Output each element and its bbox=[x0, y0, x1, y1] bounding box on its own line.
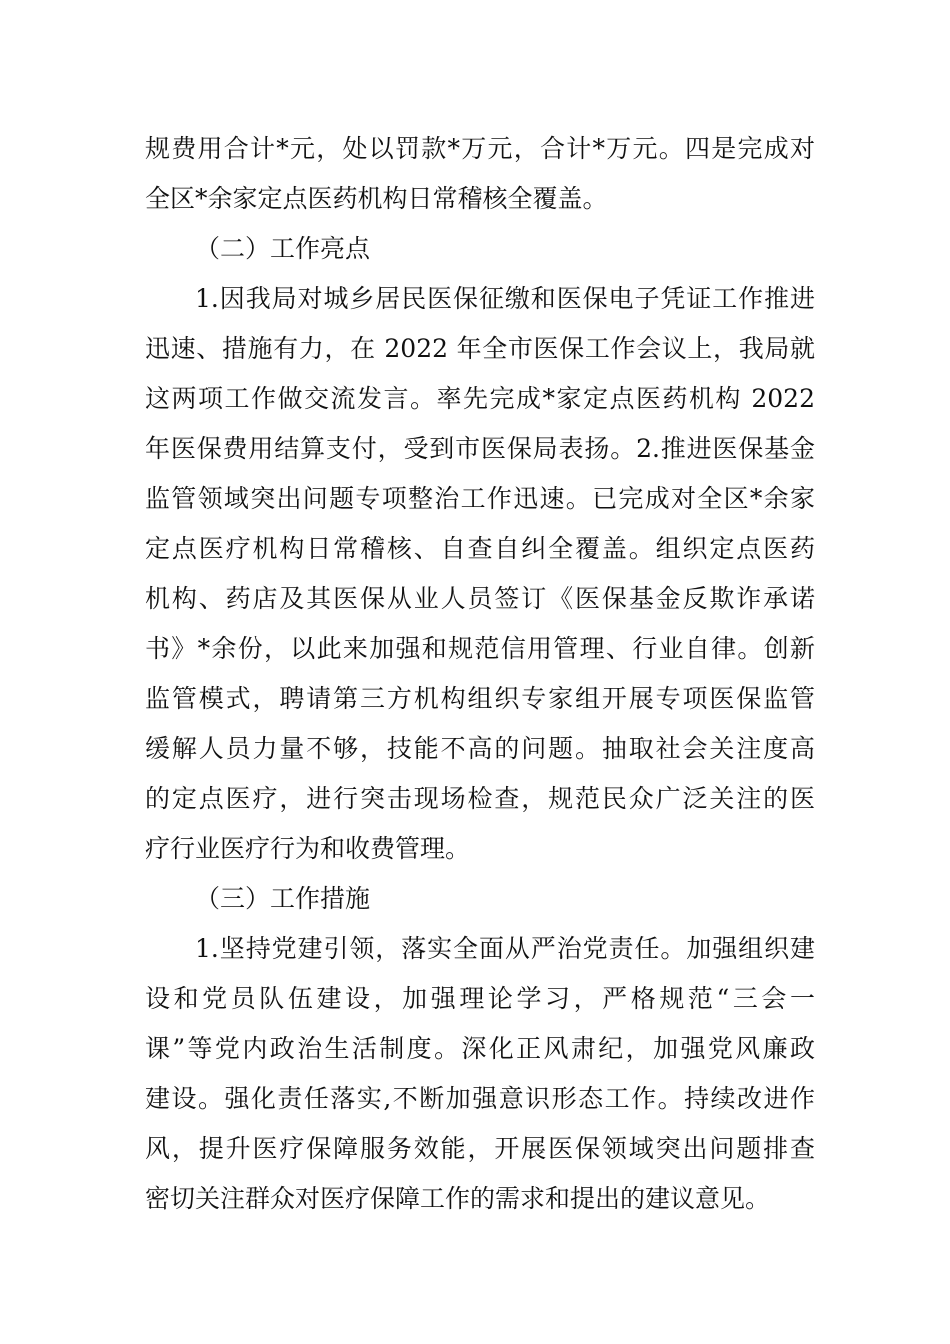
paragraph-line: 建设。强化责任落实,不断加强意识形态工作。持续改进作 bbox=[145, 1084, 815, 1113]
paragraph-line: 课”等党内政治生活制度。深化正风肃纪，加强党风廉政 bbox=[145, 1034, 815, 1063]
section-heading: （二）工作亮点 bbox=[195, 234, 371, 263]
paragraph-line: 1.坚持党建引领，落实全面从严治党责任。加强组织建 bbox=[195, 934, 815, 963]
paragraph-line: 全区*余家定点医药机构日常稽核全覆盖。 bbox=[145, 184, 608, 213]
paragraph-line: 这两项工作做交流发言。率先完成*家定点医药机构 2022 bbox=[145, 384, 815, 413]
paragraph-line: 缓解人员力量不够，技能不高的问题。抽取社会关注度高 bbox=[145, 734, 815, 763]
paragraph-line: 的定点医疗，进行突击现场检查，规范民众广泛关注的医 bbox=[145, 784, 815, 813]
paragraph-line: 规费用合计*元，处以罚款*万元，合计*万元。四是完成对 bbox=[145, 134, 815, 163]
paragraph-line: 监管领域突出问题专项整治工作迅速。已完成对全区*余家 bbox=[145, 484, 815, 513]
paragraph-line: 定点医疗机构日常稽核、自查自纠全覆盖。组织定点医药 bbox=[145, 534, 815, 563]
paragraph-line: 迅速、措施有力，在 2022 年全市医保工作会议上，我局就 bbox=[145, 334, 815, 363]
section-heading: （三）工作措施 bbox=[195, 884, 371, 913]
paragraph-line: 密切关注群众对医疗保障工作的需求和提出的建议意见。 bbox=[145, 1184, 771, 1213]
paragraph-line: 书》*余份，以此来加强和规范信用管理、行业自律。创新 bbox=[145, 634, 815, 663]
paragraph-line: 机构、药店及其医保从业人员签订《医保基金反欺诈承诺 bbox=[145, 584, 815, 613]
paragraph-line: 风，提升医疗保障服务效能，开展医保领域突出问题排查 bbox=[145, 1134, 815, 1163]
paragraph-line: 1.因我局对城乡居民医保征缴和医保电子凭证工作推进 bbox=[195, 284, 815, 313]
paragraph-line: 监管模式，聘请第三方机构组织专家组开展专项医保监管 bbox=[145, 684, 815, 713]
paragraph-line: 疗行业医疗行为和收费管理。 bbox=[145, 834, 471, 863]
paragraph-line: 年医保费用结算支付，受到市医保局表扬。2.推进医保基金 bbox=[145, 434, 815, 463]
paragraph-line: 设和党员队伍建设，加强理论学习，严格规范“三会一 bbox=[145, 984, 815, 1013]
